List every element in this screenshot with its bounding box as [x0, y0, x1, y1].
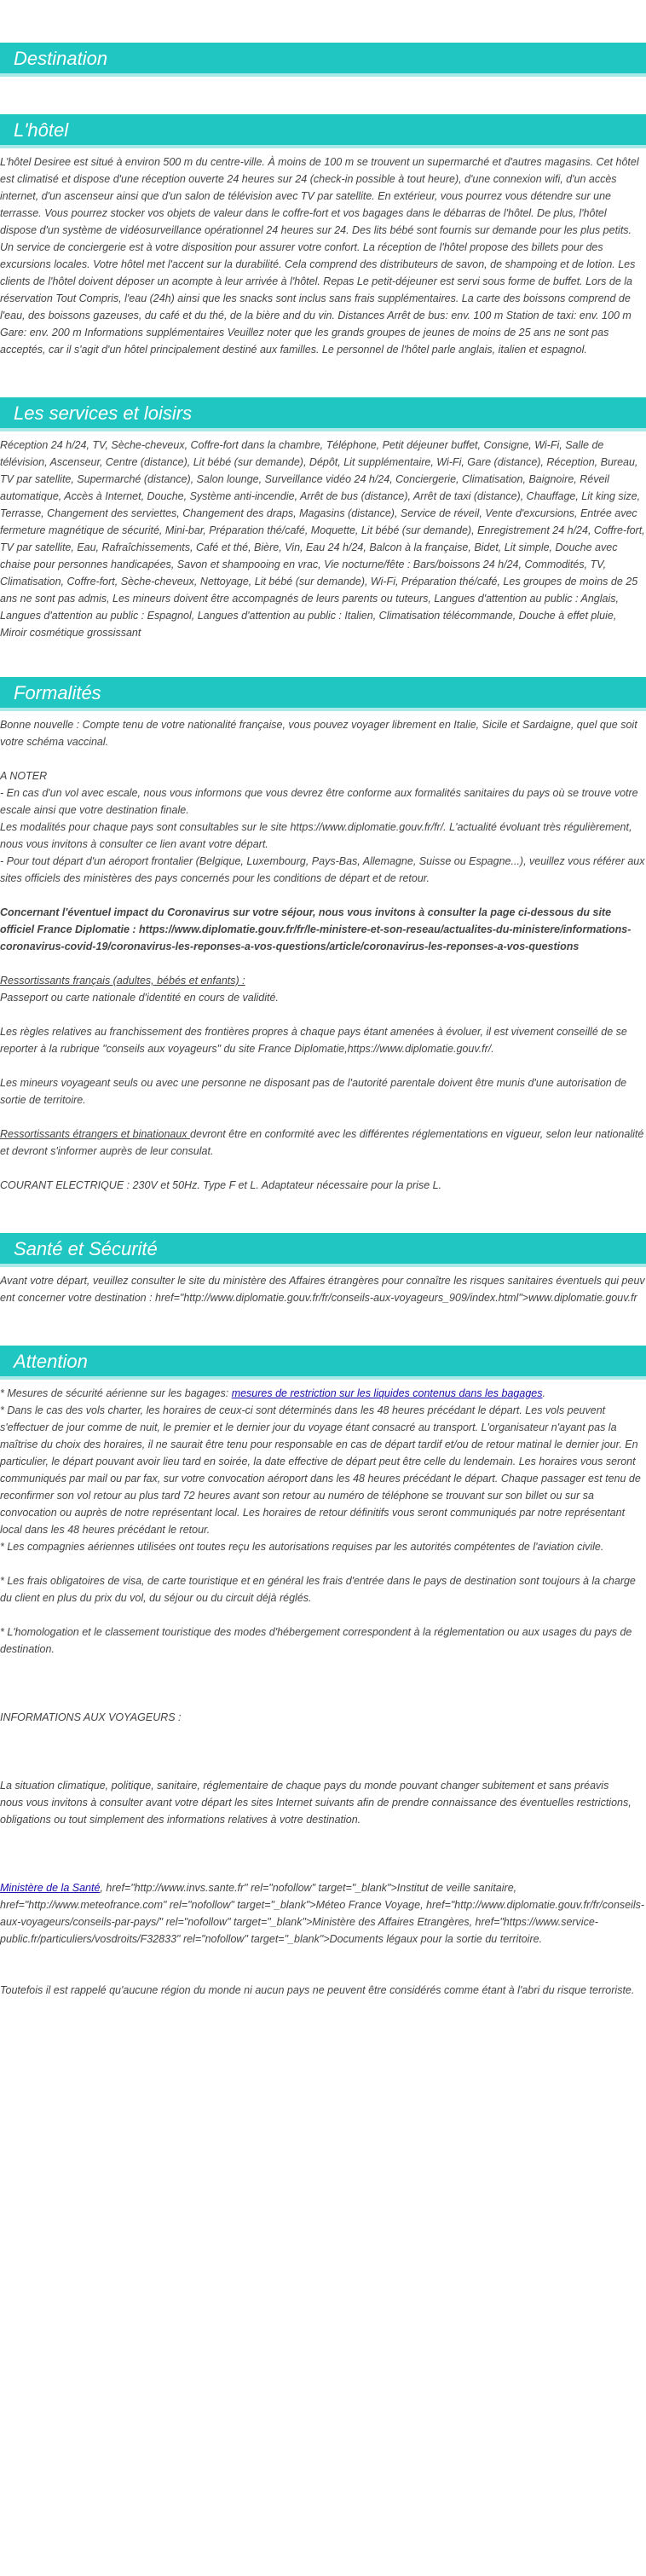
- mesures-prefix: * Mesures de sécurité aérienne sur les bagages:: [0, 1387, 232, 1399]
- courant-electrique: COURANT ELECTRIQUE : 230V et 50Hz. Type F et L. Adaptateur nécessaire pour la prise L.: [0, 1179, 442, 1191]
- hotel-description: L'hôtel Desiree est situé à environ 500 m du centre-ville. À moins de 100 m se trouvent un supermarché et d'autres magasins. Cet hôtel est climatisé et dispose d'une réception ouverte 24 heures sur 24 (check-in possible à tout heure), d'une connexion wifi, d'un accès internet, d'un ascenseur ainsi que d'un salon de télévision avec TV par satellite. En extérieur, vous pourrez vous détendre sur une terrasse. Vous pourrez stocker vos objets de valeur dans le coffre-fort et vos bagages dans le débarras de l'hôtel. De plus, l'hôtel dispose d'un système de vidéosurveillance opérationnel 24 heures sur 24. Des lits bébé sont fournis sur demande pour les plus petits. Un service de conciergerie est à votre disposition pour assurer votre confort. La réception de l'hôtel propose des billets pour des excursions locales. Votre hôtel met l'accent sur la durabilité. Cela comprend des distributeurs de savon, de shampoing et de lotion. Les clients de l'hôtel doivent déposer un acompte à leur arrivée à l'hôtel. Repas Le petit-déjeuner est servi sous forme de buffet. Lors de la réservation Tout Compris, l'eau (24h) ainsi que les snacks sont inclus sans frais supplémentaires. La carte des boissons comprend de l'eau, des boissons gazeuses, du café et du thé, de la bière and du vin. Distances Arrêt de bus: env. 100 m Station de taxi: env. 100 m Gare: env. 200 m Informations supplémentaires Veuillez noter que les grands groupes de jeunes de moins de 25 ans ne sont pas acceptés, car il s'agit d'un hôtel principalement destiné aux familles. Le personnel de l'hôtel parle anglais, italien et espagnol.: [0, 156, 639, 356]
- mineurs-note: Les mineurs voyageant seuls ou avec une personne ne disposant pas de l'autorité parentale doivent être munis d'une autorisation de sortie de territoire.: [0, 1077, 627, 1106]
- formalites-intro: Bonne nouvelle : Compte tenu de votre nationalité française, vous pouvez voyager librement en Italie, Sicile et Sardaigne, quel que soit votre schéma vaccinal.: [0, 719, 637, 748]
- etrangers-text: devront être en conformité avec les différentes réglementations en vigueur, selon leur nationalité et devront s'informer auprès de leur consulat.: [0, 1128, 644, 1157]
- liens-officiels: [0, 1879, 646, 1948]
- sites-invitation: nous vous invitons à consulter avant votre départ les sites Internet suivants afin de prendre connaissance des éventuelles restrictions, obligations ou tout simplement des informations relatives à votre destination.: [0, 1797, 632, 1826]
- services-list: Réception 24 h/24, TV, Sèche-cheveux, Coffre-fort dans la chambre, Téléphone, Petit déjeuner buffet, Consigne, Wi-Fi, Salle de télévision, Ascenseur, Centre (distance), Lit bébé (sur demande), Dépôt, Lit supplémentaire, Wi-Fi, Gare (distance), Réception, Bureau, TV par satellite, Supermarché (distance), Salon lounge, Surveillance vidéo 24 h/24, Conciergerie, Climatisation, Baignoire, Réveil automatique, Accès à Internet, Douche, Système anti-incendie, Arrêt de bus (distance), Arrêt de taxi (distance), Chauffage, Lit king size, Terrasse, Changement des serviettes, Changement des draps, Magasins (distance), Service de réveil, Vente d'excursions, Entrée avec fermeture magnétique de sécurité, Mini-bar, Préparation thé/café, Moquette, Lit bébé (sur demande), Enregistrement 24 h/24, Coffre-fort, TV par satellite, Eau, Rafraîchissements, Café et thé, Bière, Vin, Eau 24 h/24, Balcon à la française, Bidet, Lit simple, Douche avec chaise pour personnes handicapées, Savon et shampooing en vrac, Vie nocturne/fête : Bars/boissons 24 h/24, Commodités, TV, Climatisation, Coffre-fort, Sèche-cheveux, Nettoyage, Lit bébé (sur demande), Wi-Fi, Préparation thé/café, Les groupes de moins de 25 ans ne sont pas admis, Les mineurs doivent être accompagnés de leurs parents ou tuteurs, Langues d'attention au public : Anglais, Langues d'attention au public : Espagnol, Langues d'attention au public : Italien, Climatisation télécommande, Douche à effet pluie, Miroir cosmétique grossissant: [0, 439, 645, 639]
- a-noter-label: A NOTER: [0, 770, 48, 782]
- frais-visa-note: * Les frais obligatoires de visa, de carte touristique et en général les frais d'entrée dans le pays de destination sont toujours à la charge du client en plus du prix du vol, du séjour ou du circuit déjà réglés.: [0, 1575, 636, 1604]
- formalites-heading: Formalités: [0, 677, 646, 711]
- frontalier-note: - Pour tout départ d'un aéroport frontalier (Belgique, Luxembourg, Pays-Bas, Allemagne, Suisse ou Espagne...), veuillez vous référer aux sites officiels des ministères des pays concernés pour les conditions de départ et de retour.: [0, 855, 645, 884]
- sante-text: Avant votre départ, veuillez consulter le site du ministère des Affaires étrangères pour connaître les risques sanitaires éventuels qui peuvent concerner votre destination : href="http://www.diplomatie.gouv.fr/fr/conseils-aux-voyageurs_909/index.html">www.diplomatie.gouv.fr: [0, 1275, 645, 1304]
- mesures-securite: [0, 1385, 646, 1402]
- sante-section: [0, 1233, 646, 1306]
- attention-heading: Attention: [0, 1346, 646, 1380]
- hotel-section: [0, 114, 646, 358]
- mesures-suffix: .: [542, 1387, 545, 1399]
- modalites-note: Les modalités pour chaque pays sont consultables sur le site https://www.diplomatie.gouv.fr/fr/. L'actualité évoluant très régulièrement, nous vous invitons à consulter ce lien avant votre départ.: [0, 821, 632, 850]
- ressortissants-label: Ressortissants français (adultes, bébés et enfants) :: [0, 975, 245, 987]
- attention-section: [0, 1346, 646, 1999]
- services-section: [0, 397, 646, 641]
- destination-section: [0, 43, 646, 77]
- formalites-section: [0, 677, 646, 1194]
- hotel-heading: L'hôtel: [0, 114, 646, 148]
- coronavirus-note: Concernant l'éventuel impact du Coronavirus sur votre séjour, nous vous invitons à consulter la page ci-dessous du site officiel France Diplomatie : https://www.diplomatie.gouv.fr/fr/le-ministere-et-son-reseau/actualites-du-ministere/informations-coronavirus-covid-19/coronavirus-les-reponses-a-vos-questions/article/coronavirus-les-reponses-a-vos-questions: [0, 906, 632, 952]
- compagnies-note: * Les compagnies aériennes utilisées ont toutes reçu les autorisations requises par les autorités compétentes de l'aviation civile.: [0, 1541, 604, 1553]
- liens-text: , href="http://www.invs.sante.fr" rel="nofollow" target="_blank">Institut de veille sanitaire, href="http://www.meteofrance.com" rel="nofollow" target="_blank">Méteo France Voyage, href="http://www.diplomatie.gouv.fr/fr/conseils-aux-voyageurs/conseils-par-pays/" rel="nofollow" target="_blank">Ministère des Affaires Etrangères, href="https://www.service-public.fr/particuliers/vosdroits/F32833" rel="nofollow" target="_blank">Documents légaux pour la sortie du territoire.: [0, 1882, 645, 1945]
- escale-note: - En cas d'un vol avec escale, nous vous informons que vous devrez être conforme aux formalités sanitaires du pays où se trouve votre escale ainsi que votre destination finale.: [0, 787, 638, 816]
- informations-voyageurs-title: INFORMATIONS AUX VOYAGEURS :: [0, 1711, 182, 1723]
- services-heading: Les services et loisirs: [0, 397, 646, 431]
- ressortissants-text: Passeport ou carte nationale d'identité en cours de validité.: [0, 992, 279, 1004]
- homologation-note: * L'homologation et le classement touristique des modes d'hébergement correspondent à la réglementation ou aux usages du pays de destination.: [0, 1626, 632, 1655]
- ministere-sante-link[interactable]: Ministère de la Santé: [0, 1882, 101, 1894]
- destination-heading: Destination: [0, 43, 646, 77]
- etrangers-note: [0, 1126, 646, 1160]
- etrangers-label: Ressortissants étrangers et binationaux: [0, 1128, 191, 1140]
- regles-note: Les règles relatives au franchissement des frontières propres à chaque pays étant amenées à évoluer, il est vivement conseillé de se reporter à la rubrique "conseils aux voyageurs" du site France Diplomatie,https://www.diplomatie.gouv.fr/.: [0, 1026, 627, 1055]
- sante-heading: Santé et Sécurité: [0, 1233, 646, 1267]
- situation-note: La situation climatique, politique, sanitaire, réglementaire de chaque pays du monde pouvant changer subitement et sans préavis: [0, 1780, 609, 1792]
- vols-charter-note: * Dans le cas des vols charter, les horaires de ceux-ci sont déterminés dans les 48 heures précédant le départ. Les vols peuvent s'effectuer de jour comme de nuit, le premier et le dernier jour du voyage étant consacré au transport. L'organisateur n'ayant pas la maîtrise du choix des horaires, il ne saurait être tenu pour responsable en cas de départ tardif et/ou de retour matinal le dernier jour. En particulier, le départ pouvant avoir lieu tard en soirée, la date effective de départ peut être celle du lendemain. Les horaires vous seront communiqués par mail ou par fax, sur votre convocation aéroport dans les 48 heures précédant le départ. Chaque passager est tenu de reconfirmer son vol retour au plus tard 72 heures avant son retour au numéro de téléphone se trouvant sur son billet ou sur sa convocation ou auprès de notre représentant local. Les horaires de retour définitifs vous seront communiqués par notre représentant local dans les 48 heures précédant le retour.: [0, 1404, 641, 1536]
- mesures-restriction-link[interactable]: mesures de restriction sur les liquides contenus dans les bagages: [231, 1387, 543, 1399]
- risque-terroriste-note: Toutefois il est rappelé qu'aucune région du monde ni aucun pays ne peuvent être considérés comme étant à l'abri du risque terroriste.: [0, 1984, 635, 1996]
